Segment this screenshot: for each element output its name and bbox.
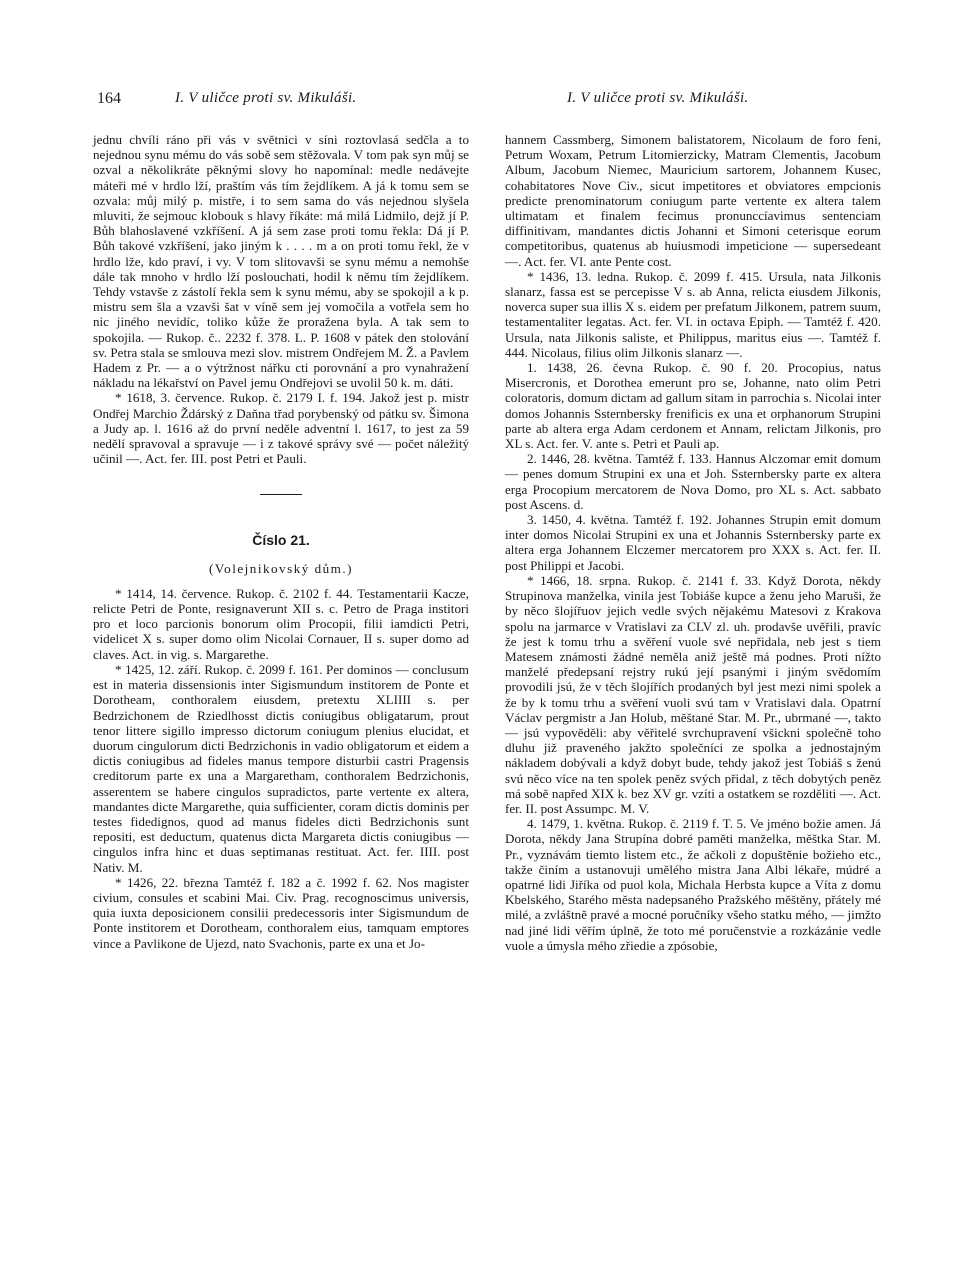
paragraph: * 1466, 18. srpna. Rukop. č. 2141 f. 33. Když Dorota, někdy Strupinova manželka, vinila jest Tobiáše kupce a ženu jeho Maruši, že by něco šlojířuov jejich vedle svých nějakému Matesovi z Krakova spolu na jarmarce v Vratislavi za CLV zl. uh. prodavše uvěřili, pravíc že jest k tomu trhu a svěření vuole své nepřidala, neb jest s tiem Matesem známosti žádné neměla aniž ještě má podnes. Proti nížto manželé předepsaní rejstry rukú její psanými i jiným svědomím provodili jsú, že v těch šlojířích prodaných byl jest mezi nimi spolek a že by k tomu trhu a svěření vuoli svú tam v Vratislavi dala. Opatrní Václav pergmistr a Jan Holub, měštané Star. M. Pr., ubrmané —, takto — jsú vypověděli: aby věřitelé svrchupravení všickni společně toho dluhu již praveného jakžto společníci ze spolka a jednostajným nákladem dobývali a když dobyt bude, tehdy jakož jest Tobiáš s ženú svú něco více na ten spolek peněz svých přidal, z těch dobytých peněz má sobě napřed XIX k. bez XV gr. vzíti a ostatkem se rozděliti —. Act. fer. II. post Assumpc. M. V.: [505, 572, 881, 816]
running-head-right: I. V uličce proti sv. Mikuláši.: [567, 90, 749, 106]
left-column: [93, 132, 469, 951]
paragraph: * 1425, 12. září. Rukop. č. 2099 f. 161. Per dominos — conclusum est in materia dissensionis inter Sigismundum institorem de Ponte et Dorotheam, conthoralem eiusdem, pretextu XLIIII s. per Bedrzichonem de Rziedlhosst dictis coniugibus obligatarum, prout tenor littere sigillo impresso dictorum coniugum plenius elucidat, et duorum cingulorum dicti Bedrzichonis in vadio obligatorum et eidem a dictis coniugibus ad fideles manus tempore disturbii castri Pragensis creditorum parte ex una a Margaretham, conthoralem Bedrzichonis, asserentem se habere cingulos supradictos, parte vertente ex altera, mandantes dicte Margarethe, quia sufficienter, coram dictis dominis per testes fidedignos, quod ad manus fideles dicti Bedrzichonis sunt repositi, est deductum, quatenus dicta Margareta dictis coniugibus — cingulos infra hinc et duas septimanas restituat. Act. fer. IIII. post Nativ. M.: [93, 661, 469, 875]
paragraph: * 1426, 22. března Tamtéž f. 182 a č. 1992 f. 62. Nos magister civium, consules et scabini Mai. Civ. Prag. recognoscimus universis, quia iuxta deposicionem consilii predecessoris inter Sigismundum de Ponte institorem et Dorotheam, conthoralem eius, tamquam emptores vince a Pavlikone de Ujezd, nato Svachonis, parte ex una et Jo-: [93, 874, 469, 951]
page-header: [0, 90, 960, 114]
paragraph: 3. 1450, 4. května. Tamtéž f. 192. Johannes Strupin emit domum inter domos Nicolai Strupini ex una et Johannis Ssternbersky parte ex altera erga Johannem Elczemer mercatorem pro XXX s. Act. fer. II. post Philippi et Jacobi.: [505, 512, 881, 573]
paragraph: * 1618, 3. července. Rukop. č. 2179 I. f. 194. Jakož jest p. mistr Ondřej Marchio Ždárský z Daňna třad porybenský od pátku sv. Šimona a Judy ap. l. 1616 až do první neděle adventní l. 1617, to jest za 59 nedělí spravoval a spravuje — i z takové správy své — počet náležitý učinil —. Act. fer. III. post Petri et Pauli.: [93, 390, 469, 467]
section-title: Číslo 21.: [252, 532, 310, 549]
right-column: [505, 132, 881, 953]
paragraph: 2. 1446, 28. května. Tamtéž f. 133. Hannus Alczomar emit domum — penes domum Strupini ex una et Joh. Ssternbersky parte ex altera erga Procopium mercatorem de Nova Domo, pro XL s. Act. sabbato post Ascens. d.: [505, 451, 881, 512]
paragraph: * 1436, 13. ledna. Rukop. č. 2099 f. 415. Ursula, nata Jilkonis slanarz, fassa est se percepisse V s. ab Anna, relicta eiusdem Jilkonis, noverca super sua illis X s. eidem per prefatum Jilkonem, patrem suum, testamentaliter legatas. Act. fer. VI. in octava Epiph. — Tamtéž f. 420. Ursula, nata Jilkonis saliste, et Philippus, maritus eius —. Tamtéž f. 444. Nicolaus, filius olim Jilkonis slanarz —.: [505, 268, 881, 360]
section-divider: [260, 494, 302, 495]
section-subtitle: (Volejnikovský dům.): [209, 560, 353, 576]
running-head-left: I. V uličce proti sv. Mikuláši.: [175, 90, 357, 106]
paragraph: 4. 1479, 1. května. Rukop. č. 2119 f. T. 5. Ve jméno božie amen. Já Dorota, někdy Jana Strupína dobré paměti manželka, měštka Star. M. Pr., vyznávám tiemto listem etc., že ačkoli z dopuštěnie božieho etc., takže činím a ustanovuji umělého mistra Jana Albi lékaře, múdré a opatrné lidi Jiříka od puol kola, Michala Herbsta kupce a Víta z domu Kbelského, Starého města nadepsaného Pražského měštěny, přátely mé milé, a zvláštně pravé a mocné poručníky všeho statku mého, — jimžto nad jiné lidi věřím úplně, že toto mé poručenstvie a rozkázánie vedle vuole a úmysla mého zřiedie a zpósobie,: [505, 816, 881, 953]
paragraph: 1. 1438, 26. čevna Rukop. č. 90 f. 20. Procopius, natus Misercronis, et Dorothea emerunt pro se, Johanne, nato olim Petri coloratoris, domum dictam ad gallum sitam in parrochia s. Nicolai inter domos Johannis Ssternbersky frenificis ex una et orphanorum Strupini parte ab altera erga Adam cerdonem et Annam, relictam Jilkonis, pro XL s. Act. fer. V. ante s. Petri et Pauli ap.: [505, 360, 881, 452]
paragraph: * 1414, 14. července. Rukop. č. 2102 f. 44. Testamentarii Kacze, relicte Petri de Ponte, resignaverunt XII s. c. Petro de Praga institori pro et loco parcionis bonorum olim Procopii, filii iamdicti Petri, videlicet X s. super domo olim Nicolai Cornauer, II s. super domo ad claves. Act. in vig. s. Margarethe.: [93, 585, 469, 662]
page-number: 164: [97, 90, 121, 107]
paragraph: jednu chvíli ráno při vás v světnici v síni roztovlasá sedčla a to nejednou synu mému do vás sobě sem stěžovala. V tom pak syn můj se ozval a několikráte pěknými slovy ho napomínal: medle nedávejte máteři mé v hrdlo lží, praštím vás tím žejdlíkem. A já k tomu sem se ozvala: můj milý p. mistře, i to sem sama do vás nejednou slyšela mluviti, že sejmouc klobouk s hlavy říkáte: má milá Lidmilo, dejž jí P. Bůh blahoslavené vzkříšení. A já sem zase proti tomu řekla: Dá jí P. Bůh takové vzkříšení, jako jiným k . . . . m a on proti tomu řekl, že v hrdlo lže, kdo praví, i vy. V tom slitovavši se synu mému a nemohše dále tak mnoho v hrdlo lží poslouchati, hodil k němu tím žejdlíkem. Tehdy vstavše z zástolí řekla sem k synu mému, aby se spokojil a k p. mistru sem šla a vzavši šat v víně sem jej vomočila a votřela sem ho nic jiného nevidíc, toliko kůže že proražena byla. A tak sem to spokojila. — Rukop. č.. 2232 f. 378. L. P. 1608 v pátek den stolování sv. Petra stala se smlouva mezi slov. mistrem Ondřejem M. Ž. a Pavlem Hadem z Pr. — a o výtržnost nářku cti porovnání a pro vynahražení nákladu na lékařství on Pavel jemu Ondřejovi se uvolil 50 k. m. dáti.: [93, 132, 469, 391]
paragraph: hannem Cassmberg, Simonem balistatorem, Nicolaum de foro feni, Petrum Woxam, Petrum Litomierzicky, Matram Clementis, Jacobum Album, Jacobum Niemec, Mauricium sartorem, Johannem Kusec, cohabitatores Nove Civ., sicut impetitores et obviatores empcionis predicte prenominatorum coniugum parte vertente ex altera talem ultimatam et finalem fecimus pronunccíavimus sentenciam diffinitivam, mandantes dictis Johanni et Simoni ceterisque eorum competitoribus, quatenus ab huiusmodi impeticione — supersedeant —. Act. fer. VI. ante Pente cost.: [505, 132, 881, 269]
